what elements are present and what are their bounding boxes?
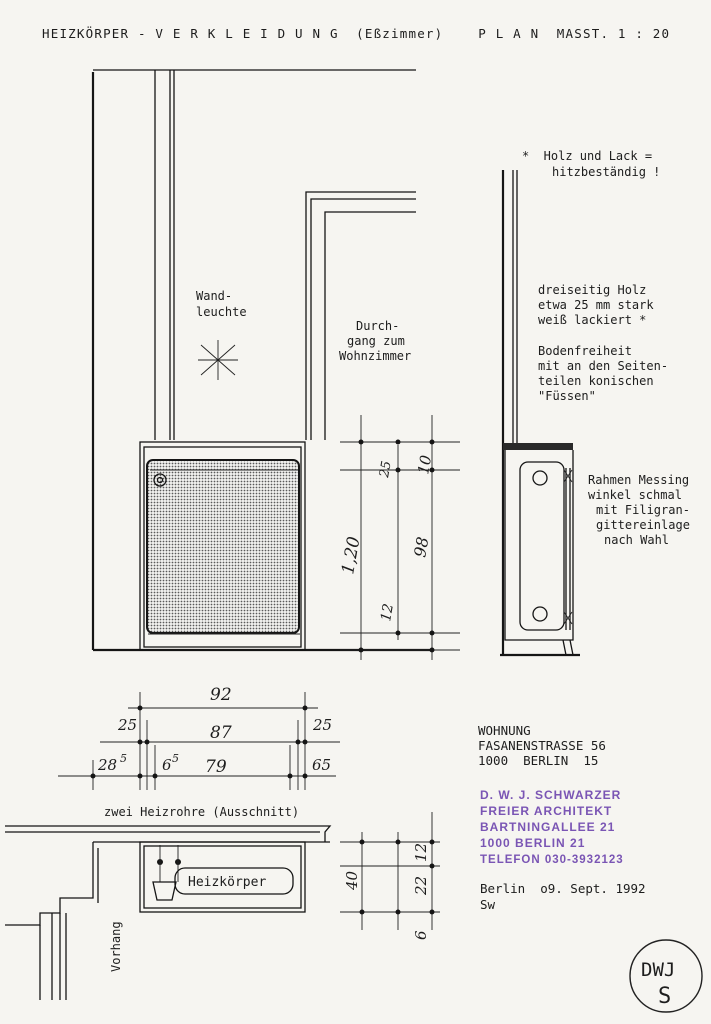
stamp-line-4: 1000 BERLIN 21 bbox=[480, 836, 586, 850]
label-wandleuchte-2: leuchte bbox=[196, 305, 247, 319]
dim-width-92: 92 bbox=[210, 685, 232, 705]
sheet-title: HEIZKÖRPER - V E R K L E I D U N G (Eßzimmer) P L A N MASST. 1 : 20 bbox=[42, 26, 671, 41]
label-wandleuchte-1: Wand- bbox=[196, 289, 233, 303]
dim-width-87: 87 bbox=[210, 723, 232, 743]
note-rahmen-4: gittereinlage bbox=[596, 518, 690, 532]
dim-width-65-right: 65 bbox=[312, 756, 332, 774]
stamp-line-1: D. W. J. SCHWARZER bbox=[480, 788, 622, 802]
note-rahmen-3: mit Filigran- bbox=[596, 503, 690, 517]
dim-height-10: 10 bbox=[414, 453, 436, 476]
monogram-top: DWJ bbox=[641, 959, 676, 981]
stamp-line-2: FREIER ARCHITEKT bbox=[480, 804, 613, 818]
note-holz-lack-2: hitzbeständig ! bbox=[552, 165, 661, 179]
note-dreiseitig-3: weiß lackiert * bbox=[538, 313, 647, 327]
plan-section bbox=[5, 812, 440, 1000]
address-line-2: FASANENSTRASSE 56 bbox=[478, 738, 606, 753]
note-holz-lack-1: * Holz und Lack = bbox=[522, 149, 653, 163]
monogram-seal bbox=[630, 940, 702, 1012]
dim-plan-6: 6 bbox=[412, 930, 430, 940]
monogram-bottom: S bbox=[658, 984, 672, 1009]
date-line: Berlin o9. Sept. 1992 bbox=[480, 881, 646, 896]
radiator-cover-front bbox=[140, 442, 305, 650]
note-boden-4: "Füssen" bbox=[538, 389, 596, 403]
dim-width-25-left: 25 bbox=[118, 716, 138, 734]
note-rahmen-5: nach Wahl bbox=[604, 533, 670, 547]
side-section bbox=[500, 170, 580, 655]
dim-width-25-right: 25 bbox=[313, 716, 333, 734]
dim-plan-40: 40 bbox=[343, 870, 361, 890]
label-durchgang-3: Wohnzimmer bbox=[339, 349, 412, 363]
address-line-3: 1000 BERLIN 15 bbox=[478, 753, 599, 768]
address-line-1: WOHNUNG bbox=[478, 723, 531, 738]
dim-height-98: 98 bbox=[410, 535, 433, 559]
stamp-line-5: TELEFON 030-3932123 bbox=[480, 854, 624, 866]
note-dreiseitig-2: etwa 25 mm stark bbox=[538, 298, 654, 312]
label-durchgang-1: Durch- bbox=[356, 319, 400, 333]
width-dimensions bbox=[58, 692, 340, 790]
dim-plan-22: 22 bbox=[412, 875, 430, 895]
note-boden-1: Bodenfreiheit bbox=[538, 344, 632, 358]
wall-lamp-icon bbox=[198, 340, 238, 380]
note-boden-3: teilen konischen bbox=[538, 374, 654, 388]
dim-plan-12: 12 bbox=[412, 842, 430, 862]
note-rahmen-2: winkel schmal bbox=[588, 488, 682, 502]
vorhang-label: Vorhang bbox=[109, 921, 123, 972]
dim-width-285: 28 bbox=[98, 756, 118, 774]
initials: Sw bbox=[480, 897, 496, 912]
dim-height-120: 1,20 bbox=[338, 535, 365, 576]
note-boden-2: mit an den Seiten- bbox=[538, 359, 669, 373]
heizkoerper-label: Heizkörper bbox=[188, 875, 267, 890]
dim-width-65-left-sup: 5 bbox=[172, 752, 179, 765]
label-durchgang-2: gang zum bbox=[347, 334, 405, 348]
dim-height-12: 12 bbox=[378, 602, 398, 623]
stamp-line-3: BARTNINGALLEE 21 bbox=[480, 820, 616, 834]
dim-width-65-left: 6 bbox=[162, 756, 172, 774]
dim-width-79: 79 bbox=[205, 757, 227, 777]
dim-width-285-sup: 5 bbox=[120, 752, 127, 765]
note-rahmen-1: Rahmen Messing bbox=[588, 473, 690, 487]
note-dreiseitig-1: dreiseitig Holz bbox=[538, 283, 647, 297]
dim-height-25: 25 bbox=[377, 459, 395, 479]
section-label: zwei Heizrohre (Ausschnitt) bbox=[104, 805, 300, 819]
